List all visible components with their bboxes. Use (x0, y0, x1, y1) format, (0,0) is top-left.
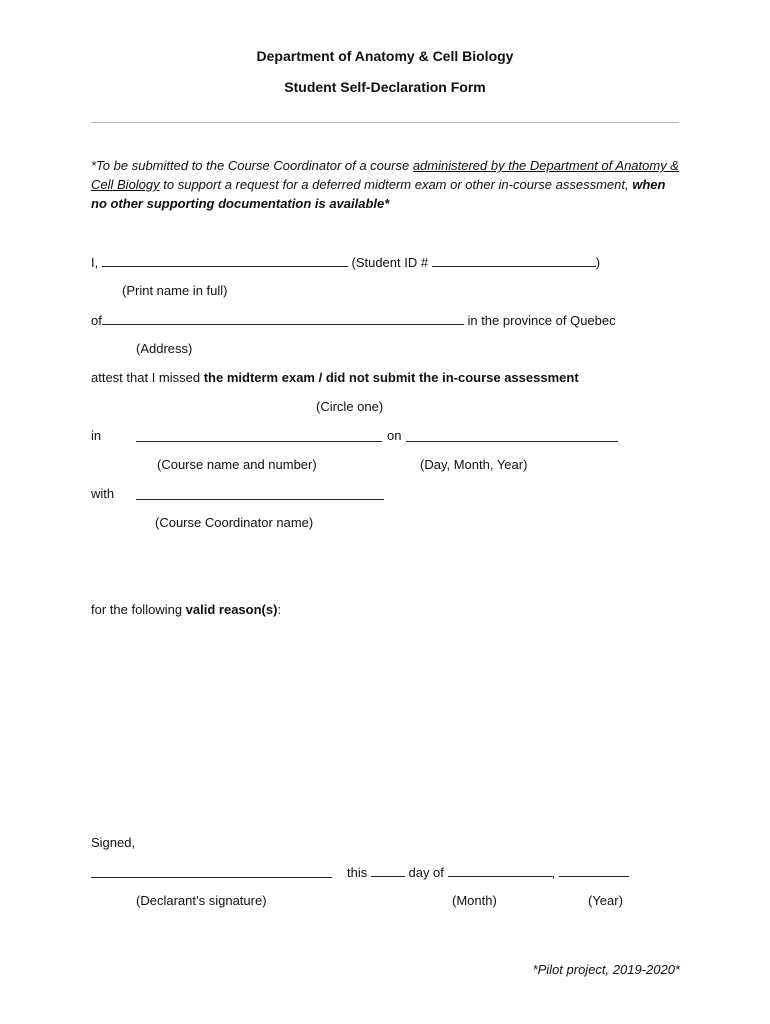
intro-text: *To be submitted to the Course Coordinator of a course (91, 158, 413, 173)
address-row (91, 312, 616, 328)
day-field[interactable] (371, 864, 405, 877)
date-field[interactable] (406, 429, 618, 442)
signature-caption: (Declarant’s signature) (136, 893, 267, 908)
intro-bold-end: when no other supporting documentation is available* (91, 177, 666, 211)
form-title: Student Self-Declaration Form (284, 79, 486, 95)
intro-underlined-cell-biology: Cell Biology (91, 177, 160, 192)
coordinator-prefix: with (91, 486, 115, 501)
circle-one-caption: (Circle one) (316, 399, 384, 414)
address-caption: (Address) (136, 341, 193, 356)
coordinator-name-field[interactable] (136, 487, 384, 500)
intro-underlined-department: administered by the Department of Anatomy & (412, 158, 679, 173)
month-field[interactable] (448, 864, 552, 877)
date-signed-row (347, 864, 629, 880)
reason-colon: : (277, 602, 282, 617)
reason-text: for the following (91, 602, 186, 617)
student-id-label: (Student ID # (351, 255, 429, 270)
intro-paragraph (91, 156, 681, 213)
coordinator-caption: (Course Coordinator name) (155, 515, 314, 530)
student-id-field[interactable] (432, 254, 596, 267)
name-prefix: I, (91, 255, 99, 270)
this-label: this (347, 865, 368, 880)
print-name-field[interactable] (102, 254, 348, 267)
address-prefix: of (91, 313, 102, 328)
address-field[interactable] (102, 312, 464, 325)
reason-bold: valid reason(s) (185, 602, 278, 617)
department-title: Department of Anatomy & Cell Biology (256, 48, 514, 64)
name-row (91, 254, 600, 270)
intro-text-2: to support a request for a deferred midterm exam or other in-course assessment, (159, 177, 633, 192)
day-of-label: day of (408, 865, 444, 880)
header-divider (91, 122, 679, 123)
attest-row (91, 370, 579, 385)
signature-field[interactable] (91, 865, 332, 878)
attest-text: attest that I missed (91, 370, 204, 385)
pilot-project-note: *Pilot project, 2019-2020* (532, 962, 680, 977)
print-name-caption: (Print name in full) (122, 283, 228, 298)
month-caption: (Month) (452, 893, 497, 908)
year-caption: (Year) (588, 893, 623, 908)
student-id-close: ) (595, 255, 601, 270)
attest-choice[interactable]: the midterm exam / did not submit the in-course assessment (203, 370, 579, 385)
course-prefix: in (91, 428, 102, 443)
signed-label: Signed, (91, 835, 136, 850)
course-caption: (Course name and number) (157, 457, 317, 472)
province-label: in the province of Quebec (467, 313, 616, 328)
reason-label (91, 602, 281, 617)
course-name-field[interactable] (136, 429, 382, 442)
comma: , (551, 865, 556, 880)
reason-area[interactable] (91, 622, 679, 822)
year-field[interactable] (559, 864, 629, 877)
on-label: on (387, 428, 402, 443)
date-caption: (Day, Month, Year) (420, 457, 528, 472)
